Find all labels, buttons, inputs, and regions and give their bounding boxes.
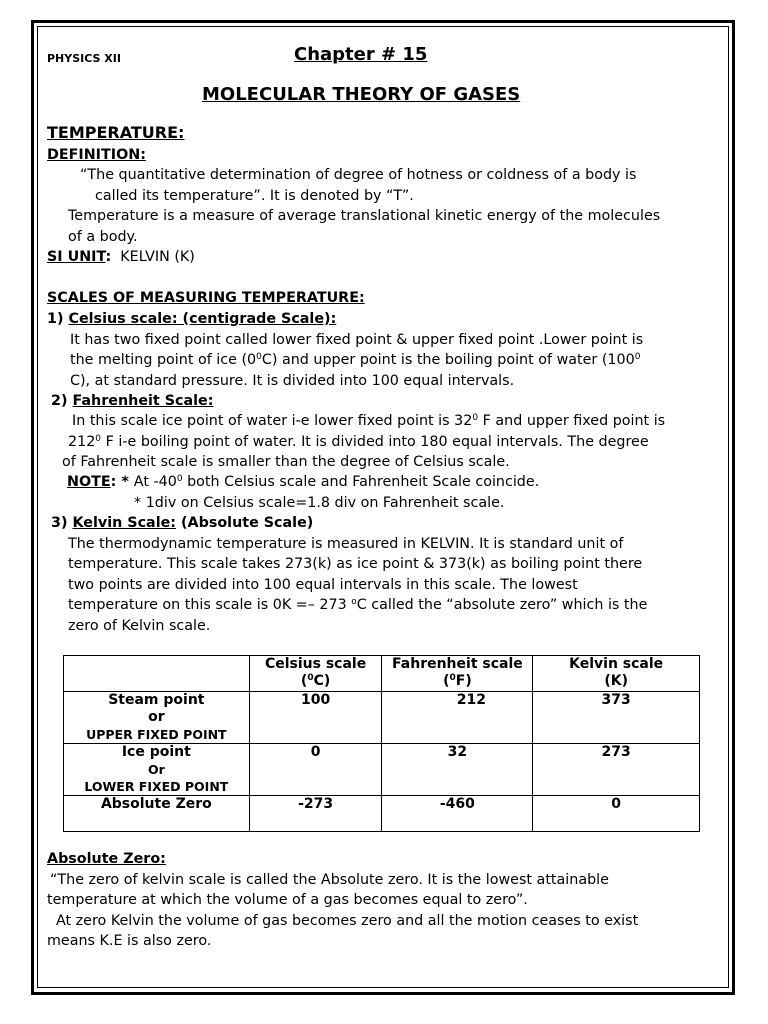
scales-heading: SCALES OF MEASURING TEMPERATURE: — [47, 290, 365, 306]
si-unit-label: SI UNIT — [47, 249, 106, 265]
celsius-line-3: C), at standard pressure. It is divided into 100 equal intervals. — [70, 373, 515, 389]
si-unit: SI UNIT: KELVIN (K) — [47, 249, 195, 265]
definition-line-1: “The quantitative determination of degree of hotness or coldness of a body is — [80, 167, 637, 183]
absolute-zero-line-1: “The zero of kelvin scale is called the Absolute zero. It is the lowest attainable — [50, 872, 609, 888]
table-cell-fahrenheit: 212 — [382, 692, 533, 744]
table-cell-kelvin: 373 — [533, 692, 700, 744]
table-header-kelvin: Kelvin scale (K) — [533, 656, 700, 692]
table-row-label: Steam point or UPPER FIXED POINT — [64, 692, 250, 744]
table-corner-cell — [64, 656, 250, 692]
table-row — [64, 744, 700, 796]
table-header-celsius: Celsius scale ($^0$C) — [249, 656, 382, 692]
celsius-title: 1) Celsius scale: (centigrade Scale): — [47, 311, 337, 327]
table-row-label: Absolute Zero — [64, 796, 250, 832]
fahrenheit-line-1: In this scale ice point of water i-e lower fixed point is $32^0$ F and upper fixed point is — [72, 413, 666, 429]
chapter-number: Chapter # 15 — [294, 44, 428, 65]
kelvin-line-1: The thermodynamic temperature is measured in KELVIN. It is standard unit of — [68, 536, 624, 552]
page-title: MOLECULAR THEORY OF GASES — [202, 84, 521, 105]
fahrenheit-line-2: $212^0$ F i-e boiling point of water. It is divided into 180 equal intervals. The degree — [68, 434, 649, 450]
absolute-zero-line-2: temperature at which the volume of a gas becomes equal to zero”. — [47, 892, 528, 908]
fahrenheit-note-2: * 1div on Celsius scale=1.8 div on Fahrenheit scale. — [134, 495, 505, 511]
fahrenheit-note-1: NOTE: * At $-40^0$ both Celsius scale and Fahrenheit Scale coincide. — [67, 474, 540, 490]
table-cell-fahrenheit: 32 — [382, 744, 533, 796]
subject-label: PHYSICS XII — [47, 52, 121, 65]
absolute-zero-line-4: means K.E is also zero. — [47, 933, 212, 949]
fahrenheit-line-3: of Fahrenheit scale is smaller than the degree of Celsius scale. — [62, 454, 510, 470]
table-cell-celsius: 100 — [249, 692, 382, 744]
temperature-scales-table — [63, 655, 700, 832]
absolute-zero-heading: Absolute Zero: — [47, 851, 166, 867]
celsius-line-1: It has two fixed point called lower fixed point & upper fixed point .Lower point is — [70, 332, 644, 348]
table-row — [64, 796, 700, 832]
kelvin-line-4: temperature on this scale is 0K =– 273 $^o$C called the “absolute zero” which is the — [68, 597, 648, 613]
definition2-line-1: Temperature is a measure of average translational kinetic energy of the molecules — [68, 208, 661, 224]
table-row — [64, 692, 700, 744]
kelvin-line-2: temperature. This scale takes 273(k) as ice point & 373(k) as boiling point there — [68, 556, 643, 572]
table-header-fahrenheit: Fahrenheit scale ($^0$F) — [382, 656, 533, 692]
table-cell-fahrenheit: -460 — [382, 796, 533, 832]
celsius-line-2: the melting point of ice $(0^0C)$ and upper point is the boiling point of water ($100^0$ — [70, 352, 641, 368]
definition-label: DEFINITION: — [47, 147, 146, 163]
si-unit-value: KELVIN (K) — [120, 249, 195, 265]
table-row-label: Ice point Or LOWER FIXED POINT — [64, 744, 250, 796]
table-cell-kelvin: 0 — [533, 796, 700, 832]
table-cell-celsius: -273 — [249, 796, 382, 832]
definition2-line-2: of a body. — [68, 229, 138, 245]
kelvin-line-3: two points are divided into 100 equal intervals in this scale. The lowest — [68, 577, 578, 593]
fahrenheit-title: 2) Fahrenheit Scale: — [51, 393, 214, 409]
absolute-zero-line-3: At zero Kelvin the volume of gas becomes zero and all the motion ceases to exist — [56, 913, 639, 929]
table-cell-celsius: 0 — [249, 744, 382, 796]
kelvin-line-5: zero of Kelvin scale. — [68, 618, 211, 634]
table-cell-kelvin: 273 — [533, 744, 700, 796]
kelvin-title: 3) Kelvin Scale: (Absolute Scale) — [51, 515, 314, 531]
table-header-row — [64, 656, 700, 692]
temperature-heading: TEMPERATURE: — [47, 123, 185, 142]
definition-line-2: called its temperature”. It is denoted by “T”. — [95, 188, 414, 204]
